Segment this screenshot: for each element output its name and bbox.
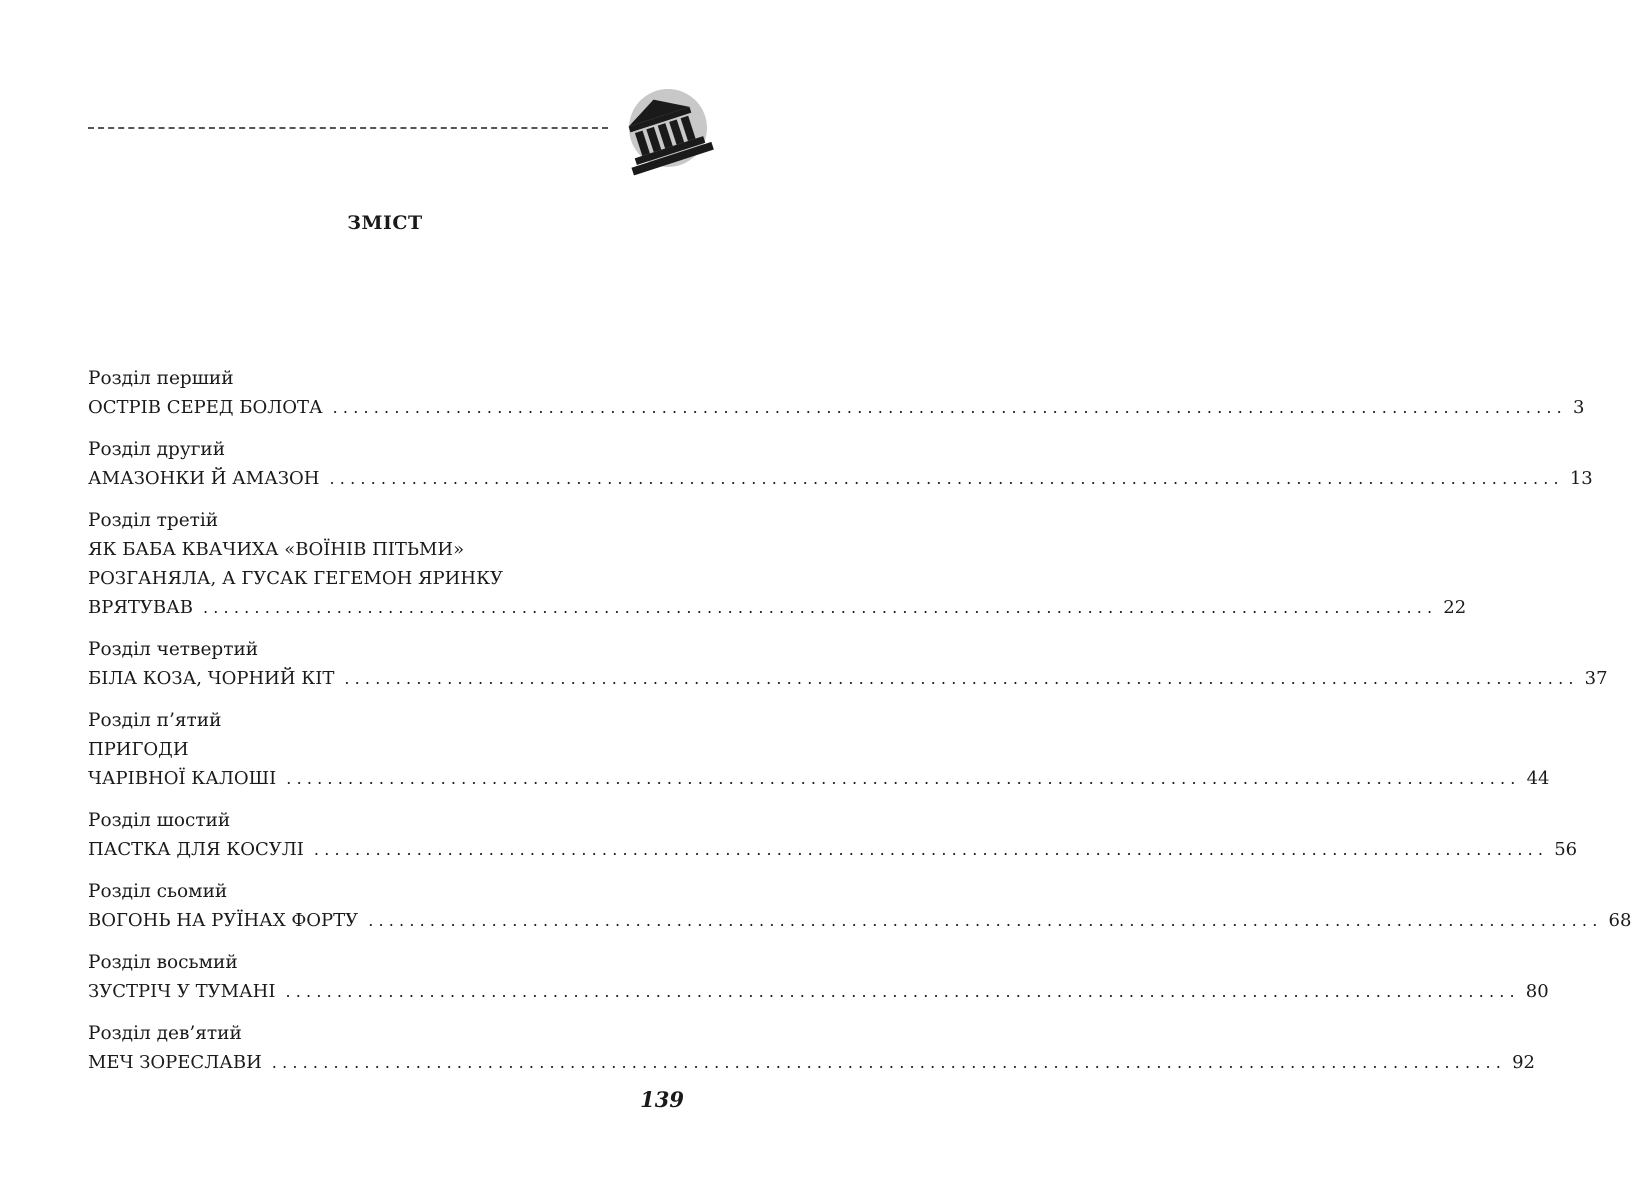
chapter-label: Розділ другий [88, 439, 226, 460]
chapter-label: Розділ четвертий [88, 639, 259, 660]
chapter-title: ОСТРІВ СЕРЕД БОЛОТА [88, 397, 323, 418]
chapter-page-number: 37 [1584, 668, 1608, 689]
chapter-page-number: 56 [1554, 839, 1578, 860]
chapter-title: БІЛА КОЗА, ЧОРНИЙ КІТ [88, 668, 335, 689]
dot-leader: ........................................................................................................................ [313, 840, 1549, 859]
dot-leader: ........................................................................................................................ [202, 598, 1438, 617]
dot-leader: ........................................................................................................................ [332, 398, 1567, 417]
toc-leader-line [88, 977, 1549, 1006]
dot-leader: ........................................................................................................................ [344, 669, 1579, 688]
chapter-page-number: 44 [1526, 768, 1550, 789]
toc-leader-line [88, 664, 1608, 693]
toc-leader-line [88, 1048, 1535, 1077]
chapter-title: ВОГОНЬ НА РУЇНАХ ФОРТУ [88, 910, 359, 931]
toc-leader-line [88, 593, 1467, 622]
chapter-label: Розділ дев’ятий [88, 1023, 242, 1044]
chapter-label: Розділ перший [88, 368, 234, 389]
toc-entry [88, 435, 1593, 493]
dot-leader: ........................................................................................................................ [285, 982, 1520, 1001]
chapter-title: ПАСТКА ДЛЯ КОСУЛІ [88, 839, 304, 860]
chapter-title: ЗУСТРІЧ У ТУМАНІ [88, 981, 276, 1002]
chapter-label: Розділ сьомий [88, 881, 228, 902]
chapter-label: Розділ шостий [88, 810, 231, 831]
dot-leader: ........................................................................................................................ [271, 1053, 1507, 1072]
toc-entry [88, 364, 1585, 422]
toc-entry [88, 877, 1631, 935]
chapter-page-number: 22 [1443, 597, 1467, 618]
dot-leader: ........................................................................................................................ [368, 911, 1603, 930]
toc-entry [88, 1019, 1535, 1077]
temple-emblem-icon [618, 88, 710, 174]
dot-leader: ........................................................................................................................ [329, 469, 1564, 488]
page-number: 139 [640, 1087, 684, 1112]
chapter-page-number: 80 [1525, 981, 1549, 1002]
toc-entry [88, 706, 1550, 793]
toc-leader-line [88, 906, 1631, 935]
toc-leader-line [88, 835, 1578, 864]
chapter-title: АМАЗОНКИ Й АМАЗОН [88, 468, 320, 489]
chapter-title-line: РОЗГАНЯЛА, А ГУСАК ГЕГЕМОН ЯРИНКУ [88, 568, 504, 589]
dashed-header-rule [88, 127, 608, 129]
chapter-title: ВРЯТУВАВ [88, 597, 193, 618]
toc-leader-line [88, 464, 1593, 493]
toc-leader-line [88, 764, 1550, 793]
toc-entry [88, 948, 1549, 1006]
page-title: ЗМІСТ [347, 212, 423, 234]
chapter-page-number: 68 [1608, 910, 1631, 931]
toc-entry [88, 635, 1608, 693]
chapter-page-number: 13 [1569, 468, 1593, 489]
table-of-contents [88, 364, 1631, 1090]
toc-entry [88, 806, 1578, 864]
chapter-page-number: 92 [1512, 1052, 1535, 1073]
chapter-label: Розділ третій [88, 510, 219, 531]
toc-leader-line [88, 393, 1585, 422]
toc-entry [88, 506, 1467, 622]
chapter-title: ЧАРІВНОЇ КАЛОШІ [88, 768, 277, 789]
chapter-page-number: 3 [1572, 397, 1585, 418]
chapter-title-line: ЯК БАБА КВАЧИХА «ВОЇНІВ ПІТЬМИ» [88, 539, 465, 560]
chapter-label: Розділ п’ятий [88, 710, 222, 731]
chapter-title-line: ПРИГОДИ [88, 739, 189, 760]
dot-leader: ........................................................................................................................ [286, 769, 1521, 788]
chapter-title: МЕЧ ЗОРЕСЛАВИ [88, 1052, 262, 1073]
chapter-label: Розділ восьмий [88, 952, 238, 973]
